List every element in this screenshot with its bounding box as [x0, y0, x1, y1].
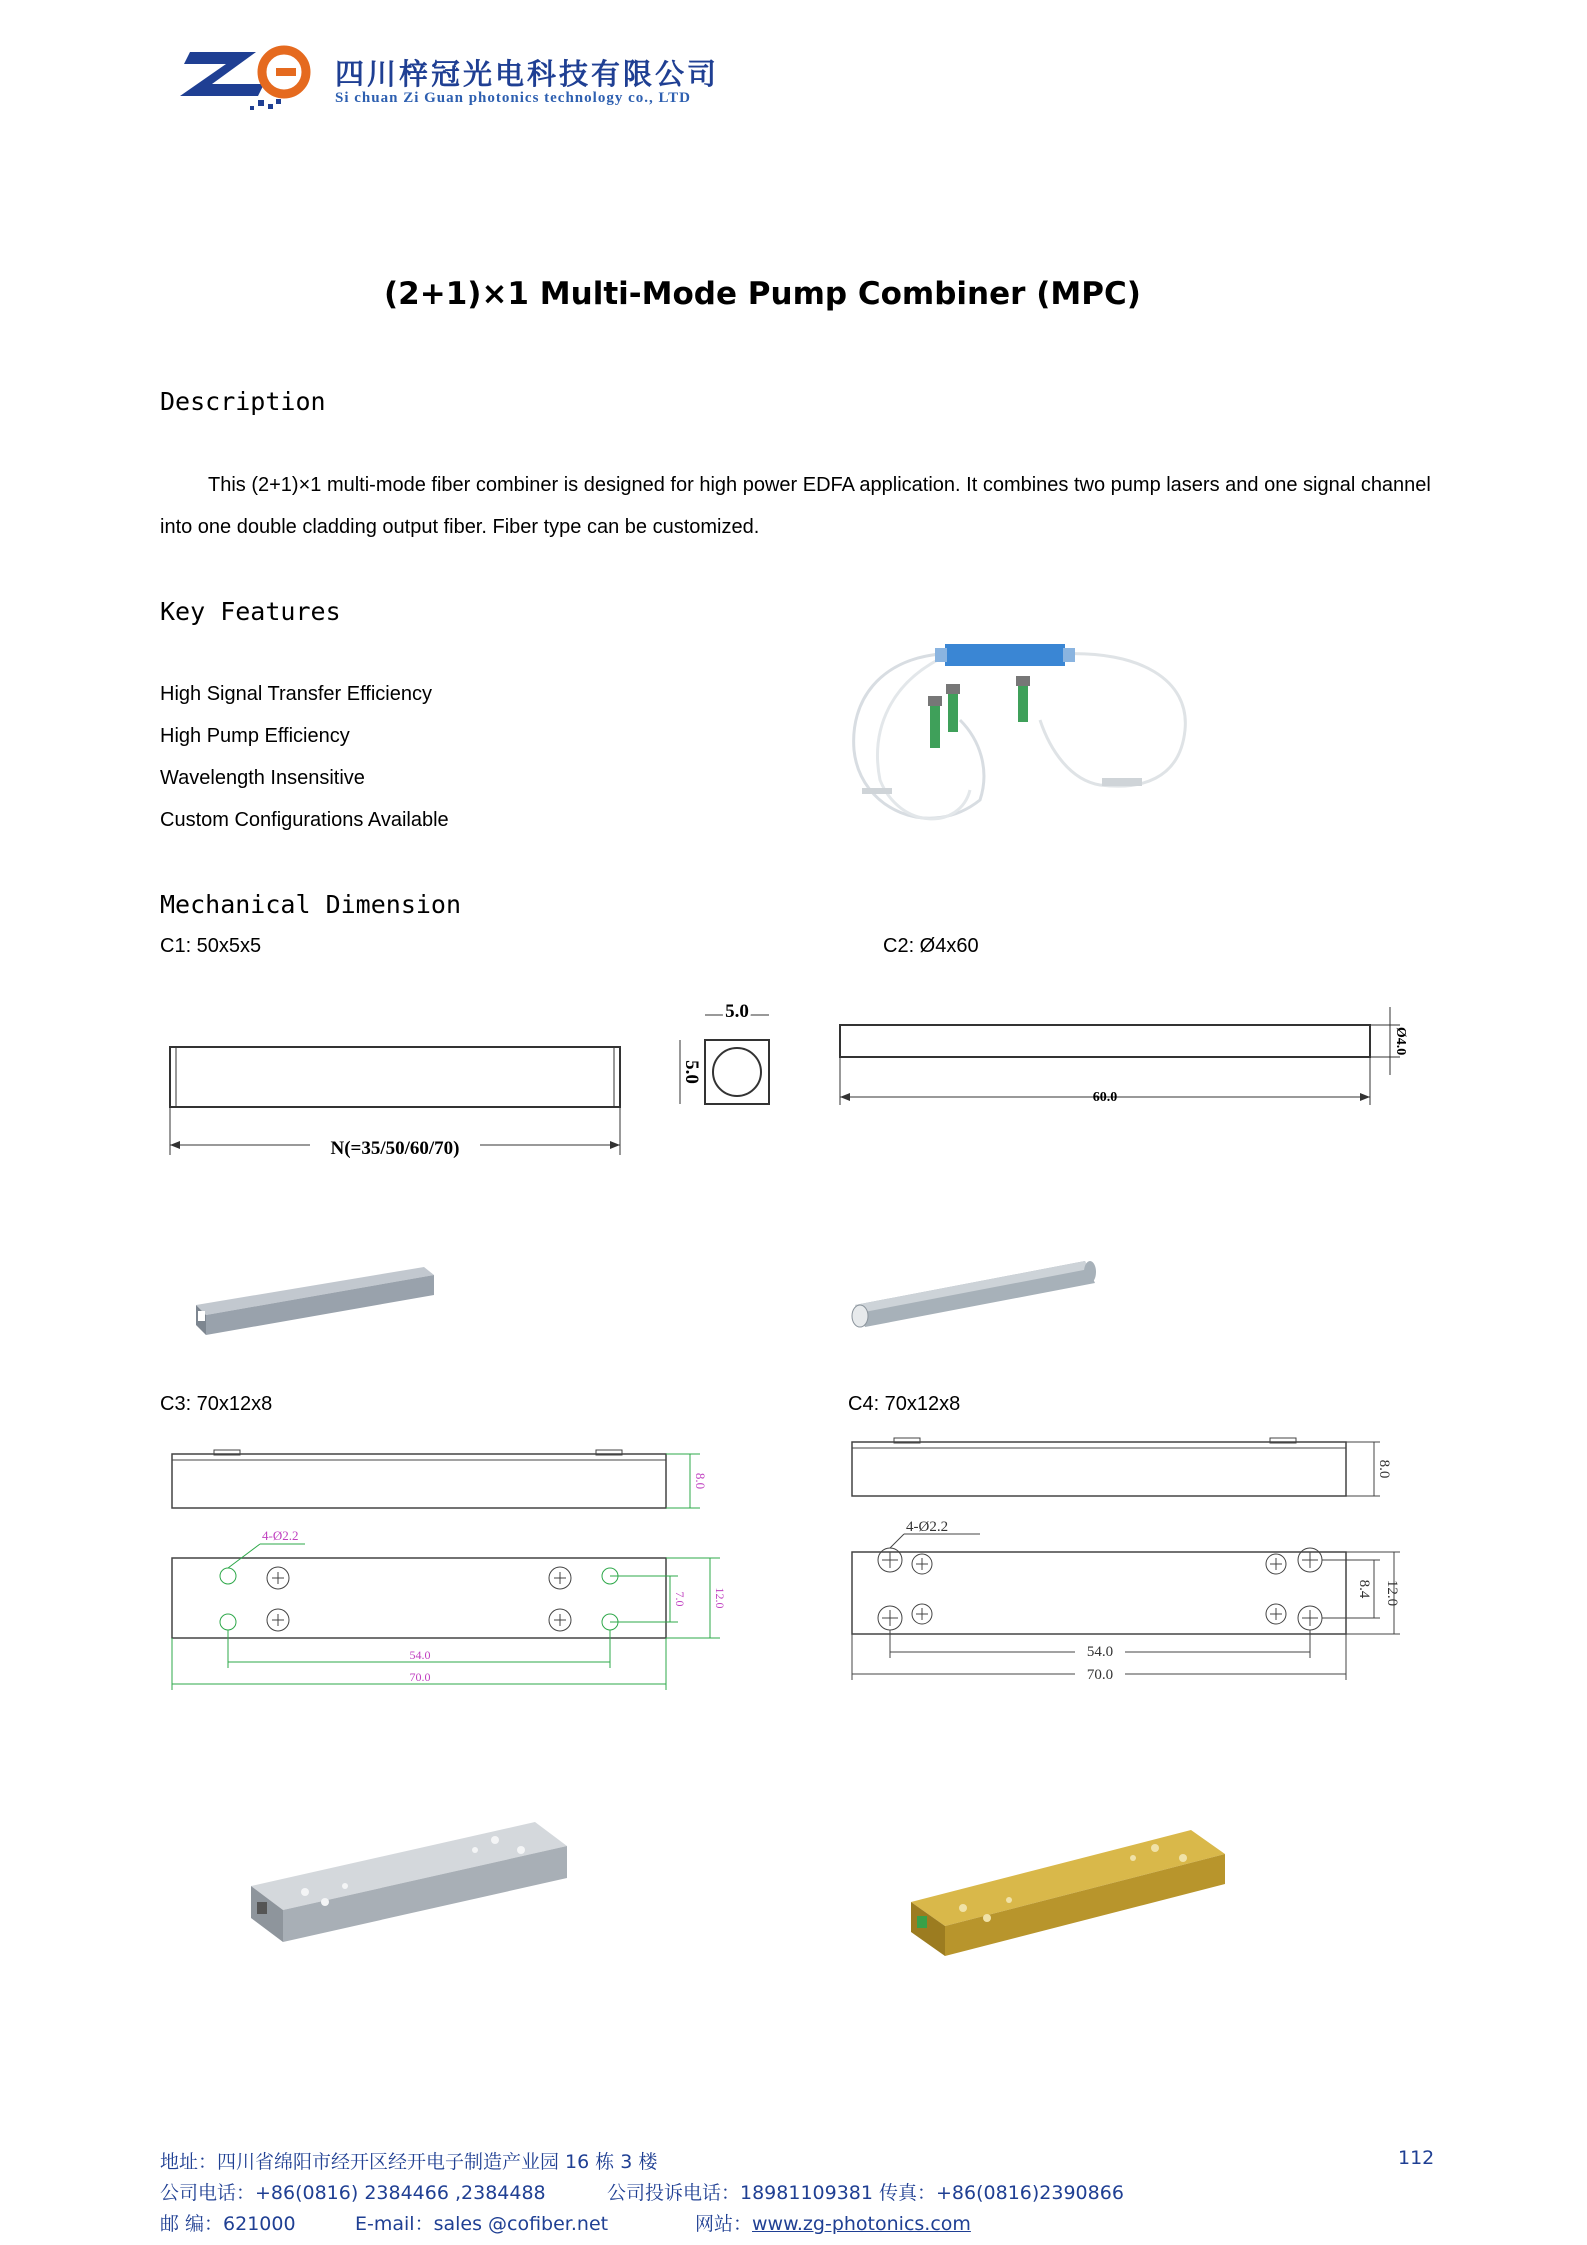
product-photo	[840, 640, 1200, 860]
c2-label: C2: Ø4x60	[883, 935, 979, 957]
c3-drawing	[160, 1440, 730, 1705]
c1-width-dim: 5.0	[725, 1001, 749, 1022]
footer-postcode: 邮 编：621000	[160, 2213, 296, 2235]
footer-phone: 公司电话：+86(0816) 2384466 ,2384488	[160, 2182, 546, 2204]
c1-drawing	[160, 995, 800, 1170]
website-link[interactable]: www.zg-photonics.com	[752, 2213, 971, 2235]
connector-icon	[1018, 682, 1028, 722]
mechanical-heading: Mechanical Dimension	[160, 890, 462, 919]
description-text: This (2+1)×1 multi-mode fiber combiner is designed for high power EDFA application. It combines two pump lasers and one signal channel into one double cladding output fiber. Fiber type can be customized.	[160, 474, 1431, 538]
c2-drawing	[835, 995, 1410, 1115]
c3-dim-b: 12.0	[713, 1587, 727, 1609]
key-features-heading: Key Features	[160, 597, 341, 626]
footer-website	[695, 2209, 971, 2236]
c1-height-dim: 5.0	[681, 1060, 702, 1084]
c4-drawing	[840, 1430, 1410, 1690]
c2-diameter-dim: Ø4.0	[1393, 1026, 1408, 1056]
c3-dim-c: 54.0	[409, 1648, 431, 1662]
footer-email: E-mail：sales @cofiber.net	[355, 2213, 609, 2235]
c2-render	[845, 1255, 1105, 1335]
c2-length-dim: 60.0	[1092, 1090, 1118, 1105]
feature-item: Wavelength Insensitive	[160, 767, 365, 789]
c3-label: C3: 70x12x8	[160, 1393, 273, 1415]
website-label: 网站：	[695, 2213, 753, 2235]
c3-holes-note: 4-Ø2.2	[262, 1528, 299, 1543]
c4-render	[905, 1818, 1235, 1963]
c3-dim-d: 70.0	[409, 1670, 431, 1684]
company-name-en: Si chuan Zi Guan photonics technology co., LTD	[335, 90, 691, 106]
connector-icon	[948, 690, 958, 732]
c4-label: C4: 70x12x8	[848, 1393, 961, 1415]
logo-mark-icon	[172, 44, 322, 116]
footer-address: 地址：四川省绵阳市经开区经开电子制造产业园 16 栋 3 楼	[160, 2151, 658, 2173]
description-heading: Description	[160, 387, 326, 416]
page-number: 112	[1398, 2147, 1435, 2169]
c4-dim-d: 70.0	[1086, 1667, 1114, 1683]
c4-dim-a: 8.4	[1356, 1579, 1372, 1599]
c4-dim-b: 12.0	[1384, 1579, 1400, 1607]
connector-icon	[930, 702, 940, 748]
company-logo	[172, 44, 322, 116]
c4-dim-c: 54.0	[1086, 1644, 1114, 1660]
c3-render	[245, 1810, 575, 1950]
combiner-body-icon	[945, 644, 1065, 666]
company-name-cn: 四川梓冠光电科技有限公司	[335, 57, 720, 91]
page-title: (2+1)×1 Multi-Mode Pump Combiner (MPC)	[384, 276, 1141, 312]
c1-render	[190, 1255, 440, 1345]
feature-item: Custom Configurations Available	[160, 809, 449, 831]
c1-length-dim: N(=35/50/60/70)	[330, 1138, 460, 1159]
c4-holes-note: 4-Ø2.2	[906, 1519, 949, 1535]
c3-height-dim: 8.0	[693, 1472, 708, 1490]
c3-dim-a: 7.0	[673, 1591, 687, 1607]
feature-item: High Signal Transfer Efficiency	[160, 683, 432, 705]
c1-label: C1: 50x5x5	[160, 935, 262, 957]
c4-height-dim: 8.0	[1376, 1459, 1392, 1479]
footer-complaint: 公司投诉电话：18981109381 传真：+86(0816)2390866	[607, 2182, 1124, 2204]
feature-item: High Pump Efficiency	[160, 725, 350, 747]
